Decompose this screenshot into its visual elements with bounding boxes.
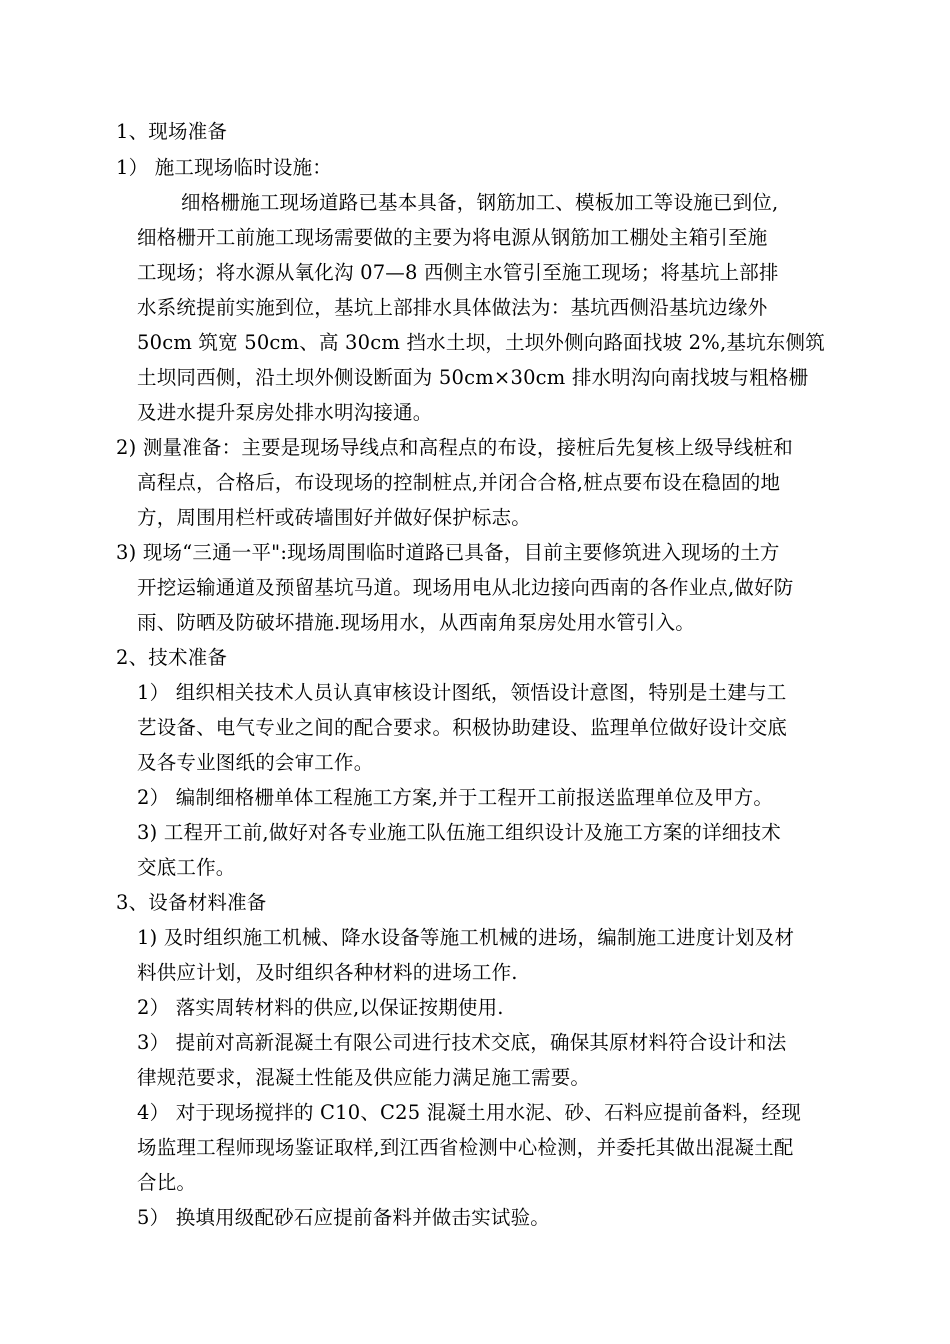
- paragraph-line: 雨、防晒及防破坏措施.现场用水，从西南角泵房处用水管引入。: [137, 611, 695, 634]
- paragraph-line: 2) 测量准备：主要是现场导线点和高程点的布设，接桩后先复核上级导线桩和: [116, 436, 793, 459]
- paragraph-line: 3) 工程开工前,做好对各专业施工队伍施工组织设计及施工方案的详细技术: [137, 821, 781, 844]
- paragraph-line: 细格栅开工前施工现场需要做的主要为将电源从钢筋加工棚处主箱引至施: [137, 226, 768, 249]
- paragraph-line: 合比。: [137, 1171, 197, 1194]
- paragraph-line: 2） 落实周转材料的供应,以保证按期使用.: [137, 996, 504, 1019]
- paragraph-line: 交底工作。: [137, 856, 236, 879]
- paragraph-line: 方，周围用栏杆或砖墙围好并做好保护标志。: [137, 506, 532, 529]
- paragraph-line: 律规范要求，混凝土性能及供应能力满足施工需要。: [137, 1066, 591, 1089]
- paragraph-line: 4） 对于现场搅拌的 C10、C25 混凝土用水泥、砂、石料应提前备料，经现: [137, 1101, 802, 1124]
- paragraph-line: 艺设备、电气专业之间的配合要求。积极协助建设、监理单位做好设计交底: [137, 716, 788, 739]
- section-heading: 1、现场准备: [116, 120, 228, 143]
- paragraph-line: 5） 换填用级配砂石应提前备料并做击实试验。: [137, 1206, 551, 1229]
- paragraph-line: 细格栅施工现场道路已基本具备，钢筋加工、模板加工等设施已到位,: [181, 191, 779, 214]
- paragraph-line: 场监理工程师现场鉴证取样,到江西省检测中心检测，并委托其做出混凝土配: [137, 1136, 794, 1159]
- paragraph-line: 50cm 筑宽 50cm、高 30cm 挡水土坝，土坝外侧向路面找坡 2%,基坑东侧筑: [137, 331, 825, 354]
- paragraph-line: 及各专业图纸的会审工作。: [137, 751, 374, 774]
- paragraph-line: 1) 及时组织施工机械、降水设备等施工机械的进场，编制施工进度计划及材: [137, 926, 795, 949]
- section-heading: 3、设备材料准备: [116, 891, 267, 914]
- section-heading: 2、技术准备: [116, 646, 228, 669]
- paragraph-line: 料供应计划，及时组织各种材料的进场工作.: [137, 961, 518, 984]
- paragraph-line: 及进水提升泵房处排水明沟接通。: [137, 401, 433, 424]
- paragraph-line: 1） 组织相关技术人员认真审核设计图纸，领悟设计意图，特别是土建与工: [137, 681, 787, 704]
- paragraph-line: 3) 现场“三通一平":现场周围临时道路已具备，目前主要修筑进入现场的土方: [116, 541, 780, 564]
- paragraph-line: 土坝同西侧，沿土坝外侧设断面为 50cm×30cm 排水明沟向南找坡与粗格栅: [137, 366, 809, 389]
- item-label: 1） 施工现场临时设施：: [116, 156, 333, 179]
- paragraph-line: 高程点，合格后，布设现场的控制桩点,并闭合合格,桩点要布设在稳固的地: [137, 471, 781, 494]
- paragraph-line: 工现场；将水源从氧化沟 07—8 西侧主水管引至施工现场；将基坑上部排: [137, 261, 779, 284]
- paragraph-line: 2） 编制细格栅单体工程施工方案,并于工程开工前报送监理单位及甲方。: [137, 786, 774, 809]
- paragraph-line: 3） 提前对高新混凝土有限公司进行技术交底，确保其原材料符合设计和法: [137, 1031, 787, 1054]
- paragraph-line: 水系统提前实施到位，基坑上部排水具体做法为：基坑西侧沿基坑边缘外: [137, 296, 768, 319]
- paragraph-line: 开挖运输通道及预留基坑马道。现场用电从北边接向西南的各作业点,做好防: [137, 576, 794, 599]
